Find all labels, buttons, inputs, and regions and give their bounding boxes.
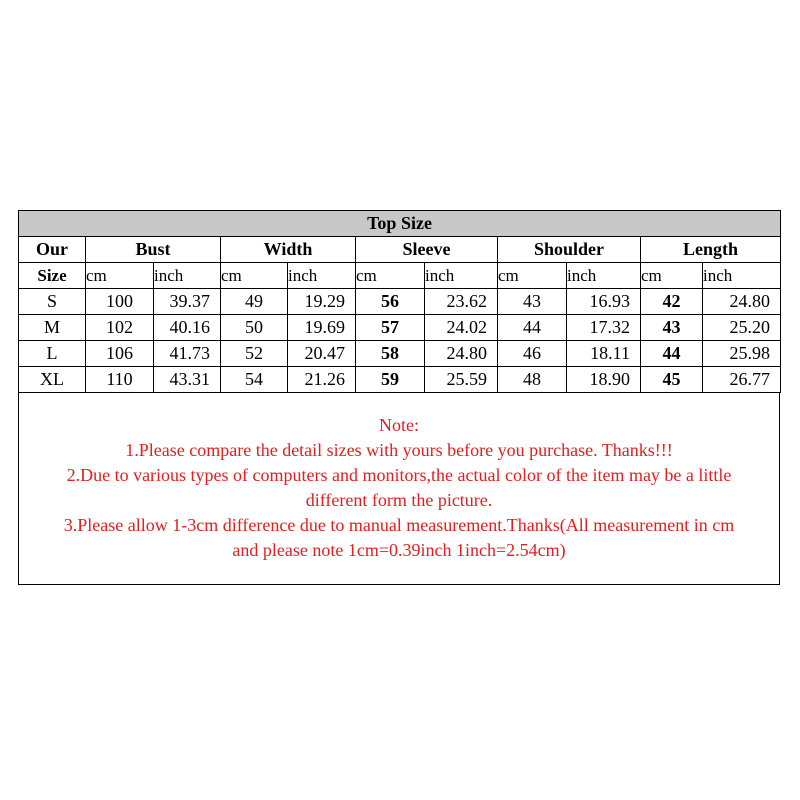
cm-value-cell: 44 <box>498 315 567 341</box>
table-title: Top Size <box>19 211 781 237</box>
size-header-our: Our <box>19 237 86 263</box>
cm-value-cell: 100 <box>86 289 154 315</box>
group-header-width: Width <box>221 237 356 263</box>
inch-value-cell: 25.20 <box>703 315 781 341</box>
unit-label: inch <box>288 263 356 289</box>
cm-value-cell: 56 <box>356 289 425 315</box>
note-line-2b: different form the picture. <box>305 490 493 510</box>
inch-value-cell: 20.47 <box>288 341 356 367</box>
size-cell: S <box>19 289 86 315</box>
unit-label: inch <box>154 263 221 289</box>
cm-value-cell: 44 <box>641 341 703 367</box>
cm-value-cell: 43 <box>498 289 567 315</box>
unit-label: inch <box>567 263 641 289</box>
unit-label: cm <box>356 263 425 289</box>
inch-value-cell: 18.90 <box>567 367 641 393</box>
note-line-1: 1.Please compare the detail sizes with yours before you purchase. Thanks!!! <box>125 440 673 460</box>
size-cell: M <box>19 315 86 341</box>
inch-value-cell: 41.73 <box>154 341 221 367</box>
inch-value-cell: 21.26 <box>288 367 356 393</box>
group-header-row <box>19 237 781 263</box>
cm-value-cell: 49 <box>221 289 288 315</box>
inch-value-cell: 23.62 <box>425 289 498 315</box>
cm-value-cell: 42 <box>641 289 703 315</box>
inch-value-cell: 43.31 <box>154 367 221 393</box>
cm-value-cell: 58 <box>356 341 425 367</box>
cm-value-cell: 50 <box>221 315 288 341</box>
cm-value-cell: 110 <box>86 367 154 393</box>
size-cell: XL <box>19 367 86 393</box>
note-line-3b: and please note 1cm=0.39inch 1inch=2.54cm) <box>232 540 566 560</box>
cm-value-cell: 48 <box>498 367 567 393</box>
inch-value-cell: 24.80 <box>703 289 781 315</box>
unit-label: cm <box>221 263 288 289</box>
size-chart <box>18 210 780 585</box>
table-title-row <box>19 211 781 237</box>
size-header-size: Size <box>19 263 86 289</box>
size-cell: L <box>19 341 86 367</box>
inch-value-cell: 39.37 <box>154 289 221 315</box>
unit-label: cm <box>86 263 154 289</box>
unit-label: cm <box>641 263 703 289</box>
note-line-2a: 2.Due to various types of computers and monitors,the actual color of the item may be a little <box>66 465 732 485</box>
cm-value-cell: 52 <box>221 341 288 367</box>
size-table <box>18 210 781 393</box>
table-row <box>19 341 781 367</box>
note-heading: Note: <box>379 415 419 435</box>
note-line-3a: 3.Please allow 1-3cm difference due to manual measurement.Thanks(All measurement in cm <box>63 515 735 535</box>
group-header-shoulder: Shoulder <box>498 237 641 263</box>
group-header-sleeve: Sleeve <box>356 237 498 263</box>
inch-value-cell: 24.80 <box>425 341 498 367</box>
inch-value-cell: 40.16 <box>154 315 221 341</box>
group-header-bust: Bust <box>86 237 221 263</box>
cm-value-cell: 43 <box>641 315 703 341</box>
cm-value-cell: 54 <box>221 367 288 393</box>
cm-value-cell: 57 <box>356 315 425 341</box>
group-header-length: Length <box>641 237 781 263</box>
unit-label: inch <box>703 263 781 289</box>
inch-value-cell: 17.32 <box>567 315 641 341</box>
cm-value-cell: 59 <box>356 367 425 393</box>
inch-value-cell: 16.93 <box>567 289 641 315</box>
inch-value-cell: 18.11 <box>567 341 641 367</box>
inch-value-cell: 24.02 <box>425 315 498 341</box>
table-row <box>19 315 781 341</box>
inch-value-cell: 26.77 <box>703 367 781 393</box>
cm-value-cell: 106 <box>86 341 154 367</box>
unit-header-row <box>19 263 781 289</box>
unit-label: inch <box>425 263 498 289</box>
cm-value-cell: 46 <box>498 341 567 367</box>
cm-value-cell: 45 <box>641 367 703 393</box>
unit-label: cm <box>498 263 567 289</box>
inch-value-cell: 19.69 <box>288 315 356 341</box>
inch-value-cell: 19.29 <box>288 289 356 315</box>
table-row <box>19 367 781 393</box>
inch-value-cell: 25.98 <box>703 341 781 367</box>
table-row <box>19 289 781 315</box>
inch-value-cell: 25.59 <box>425 367 498 393</box>
note-box <box>18 393 780 585</box>
cm-value-cell: 102 <box>86 315 154 341</box>
